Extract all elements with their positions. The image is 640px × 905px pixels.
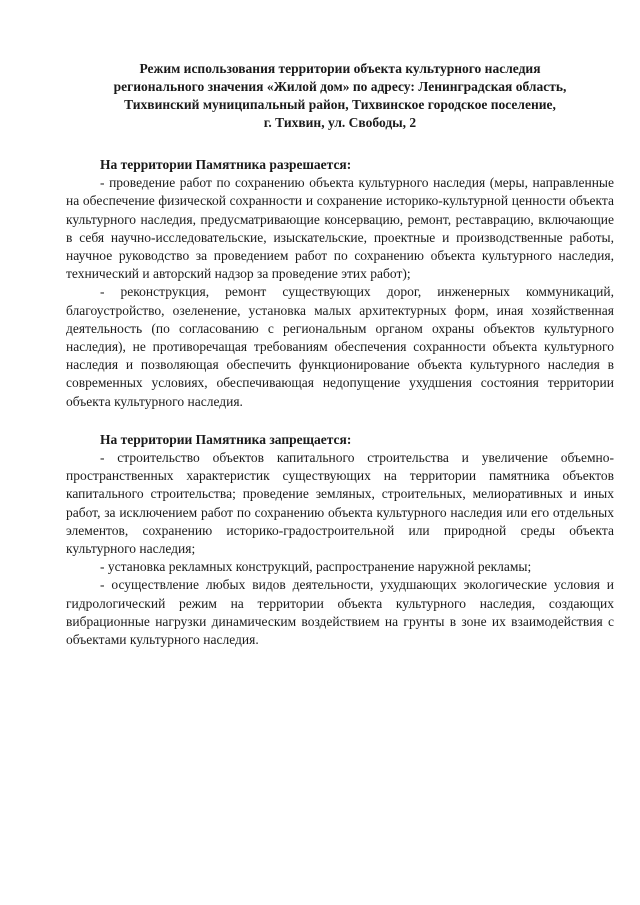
allowed-item: - проведение работ по сохранению объекта культурного наследия (меры, направленные на обеспечение физической сохранности и сохранение историко-культурной ценности объекта культурного наследия, предусматривающие консервацию, ремонт, реставрацию, включающие в себя научно-исследовательские, изыскательские, проектные и производственные работы, научное руководство за проведением работ по сохранению объекта культурного наследия, технический и авторский надзор за проведение этих работ); <box>66 175 614 282</box>
title-line: г. Тихвин, ул. Свободы, 2 <box>263 115 417 130</box>
title-line: Режим использования территории объекта культурного наследия <box>139 61 541 76</box>
title-line: регионального значения «Жилой дом» по адресу: Ленинградская область, <box>113 79 567 94</box>
allowed-heading: На территории Памятника разрешается: <box>100 157 352 172</box>
document-title <box>66 60 614 132</box>
allowed-item: - реконструкция, ремонт существующих дорог, инженерных коммуникаций, благоустройство, озеленение, установка малых архитектурных форм, иная хозяйственная деятельность (по согласованию с региональным органом охраны объектов культурного наследия), не противоречащая требованиям обеспечения сохранности объекта культурного наследия и позволяющая обеспечить функционирование объекта культурного наследия в современных условиях, обеспечивающая недопущение ухудшения состояния территории объекта культурного наследия. <box>66 284 614 409</box>
allowed-section <box>66 156 614 411</box>
forbidden-item: - строительство объектов капитального строительства и увеличение объемно-пространственных характеристик существующих на территории памятника объектов капитального строительства; проведение земляных, строительных, мелиоративных и иных работ, за исключением работ по сохранению объекта культурного наследия или его отдельных элементов, сохранению историко-градостроительной или природной среды объекта культурного наследия; <box>66 450 614 557</box>
forbidden-section <box>66 431 614 649</box>
forbidden-item: - осуществление любых видов деятельности, ухудшающих экологические условия и гидрологический режим на территории объекта культурного наследия, создающих вибрационные нагрузки динамическим воздействием на грунты в зоне их взаимодействия с объектами культурного наследия. <box>66 577 614 648</box>
forbidden-heading: На территории Памятника запрещается: <box>100 431 352 447</box>
title-line: Тихвинский муниципальный район, Тихвинское городское поселение, <box>124 97 556 112</box>
forbidden-item: - установка рекламных конструкций, распространение наружной рекламы; <box>100 559 532 575</box>
document-body <box>66 60 614 669</box>
